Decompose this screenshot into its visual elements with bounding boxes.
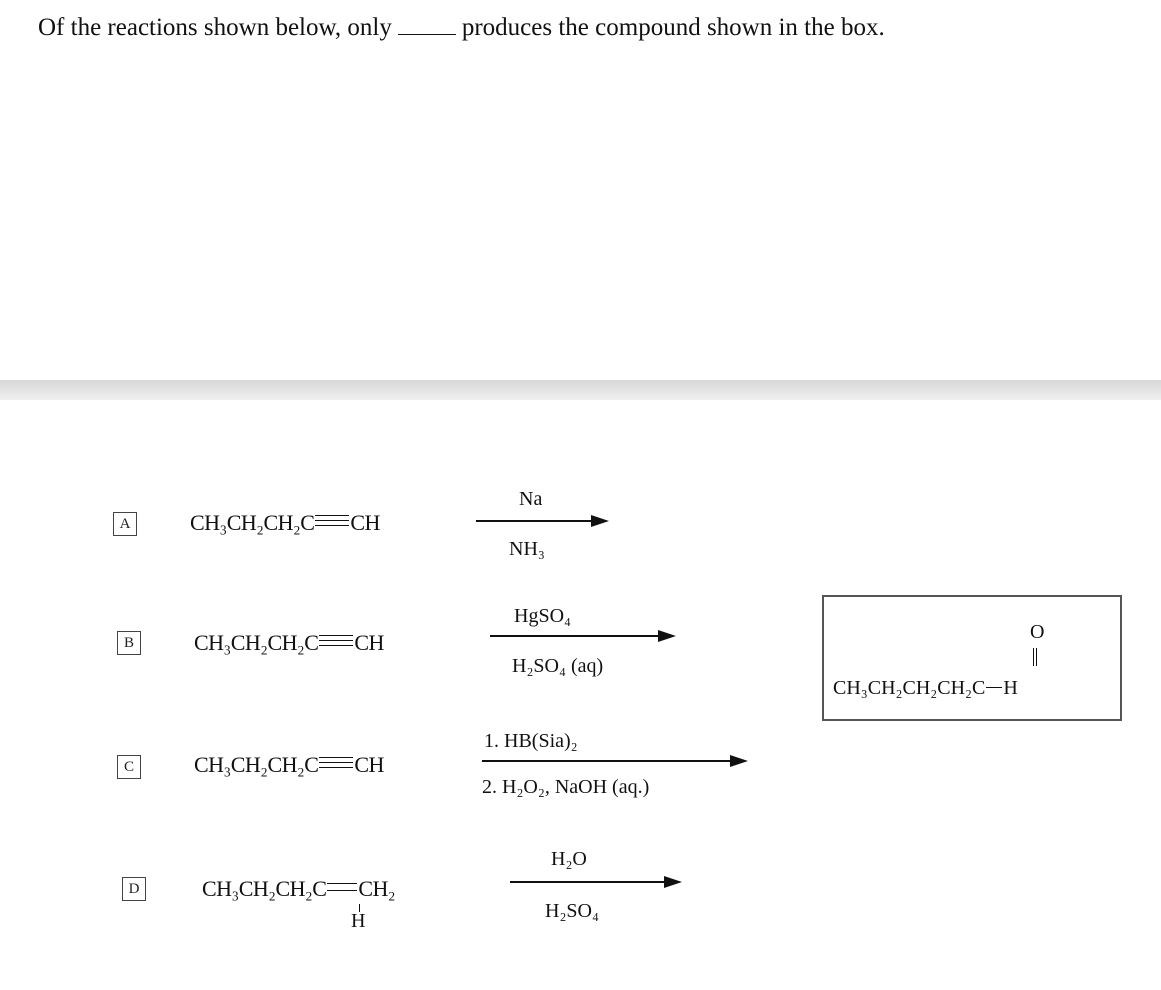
option-label-b: B: [117, 631, 141, 655]
option-label-a: A: [113, 512, 137, 536]
product-chain: CH₃CH₂CH₂CH₂C: [833, 677, 986, 699]
reactant-a: [190, 510, 380, 536]
reagent-c-above: 1. HB(Sia)₂: [484, 730, 578, 752]
carbonyl-oxygen: O: [1030, 621, 1045, 643]
reactant-c: [194, 752, 384, 778]
reactant-c-end: CH: [354, 752, 384, 777]
product-box: [822, 595, 1122, 721]
question-text: [38, 14, 885, 42]
double-bond: [327, 883, 357, 893]
question-prefix: Of the reactions shown below, only: [38, 14, 392, 41]
triple-bond: [319, 634, 353, 648]
question-suffix: produces the compound shown in the box.: [461, 14, 885, 41]
reagent-b-below: H₂SO₄ (aq): [512, 655, 604, 677]
reaction-arrow-d: [510, 881, 678, 883]
reactant-b: [194, 630, 384, 656]
reactant-b-end: CH: [354, 630, 384, 655]
option-label-d: D: [122, 877, 146, 901]
reagent-d-above: H₂O: [551, 848, 587, 870]
reactant-b-chain: CH₃CH₂CH₂C: [194, 630, 319, 655]
reactant-d-chain: CH₃CH₂CH₂C: [202, 876, 327, 901]
section-divider: [0, 380, 1161, 400]
reactions-figure: [0, 400, 1161, 990]
reactant-c-chain: CH₃CH₂CH₂C: [194, 752, 319, 777]
reactant-a-end: CH: [350, 510, 380, 535]
reaction-arrow-c: [482, 760, 744, 762]
reaction-arrow-a: [476, 520, 605, 522]
answer-blank: [398, 14, 456, 35]
reactant-d-end: CH₂: [358, 876, 396, 901]
reagent-c-below: 2. H₂O₂, NaOH (aq.): [482, 776, 650, 798]
triple-bond: [319, 756, 353, 770]
reagent-a-below: NH₃: [509, 538, 545, 560]
carbonyl-double-bond: [1033, 648, 1037, 666]
product-formula: [833, 677, 1018, 700]
reactant-d: [202, 876, 395, 902]
option-label-c: C: [117, 755, 141, 779]
reagent-d-below: H₂SO₄: [545, 900, 599, 922]
product-terminal-h: H: [1003, 677, 1018, 699]
triple-bond: [315, 514, 349, 528]
reagent-a-above: Na: [519, 488, 543, 510]
single-bond: [986, 687, 1002, 688]
reactant-a-chain: CH₃CH₂CH₂C: [190, 510, 315, 535]
reagent-b-above: HgSO₄: [514, 605, 571, 627]
reaction-arrow-b: [490, 635, 672, 637]
reactant-d-hydrogen: H: [351, 910, 366, 932]
